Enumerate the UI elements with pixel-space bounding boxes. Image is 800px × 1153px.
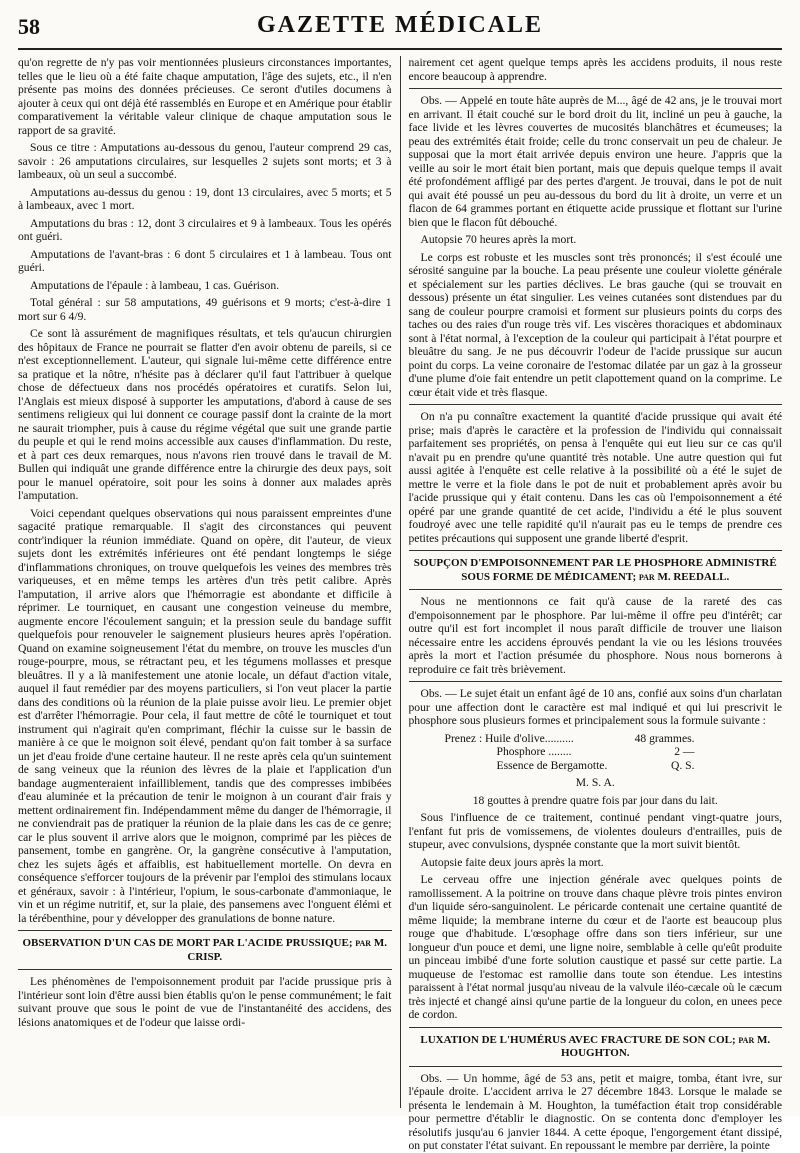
paragraph: Amputations du bras : 12, dont 3 circulaires et 9 à lambeaux. Tous les opérés ont guéri. [18,216,392,243]
section-divider [409,589,783,590]
section-heading: OBSERVATION D'UN CAS DE MORT PAR L'ACIDE PRUSSIQUE; par M. CRISP. [22,937,387,963]
prescription-qty: 48 grammes. [634,731,695,745]
observation-paragraph: Obs. — Le sujet était un enfant âgé de 10 ans, confié aux soins d'un charlatan pour une affection dont le caractère est mal indiqué et qui lui prescrivit le phosphore sous plusieurs formes et principalement sous la formule suivante : [408,687,782,727]
observation-paragraph: Le corps est robuste et les muscles sont très prononcés; il s'est écoulé une sérosité sanguine par la bouche. La peau présente une couleur violette générale et spécialement sur les parties déclives. Le bras gauche (qui se trouvait en dessous) présente un état singulier. Les veines cutanées sont distendues par du sang de couleur pourpre cramoisi et forment sur plusieurs points du corps des taches ou des raies d'un rouge très vif. Les viscères thoraciques et abdominaux sont à l'état normal, à l'exception de la couleur qui participait à l'état pourpre et bleuâtre du sang. Je ne pus découvrir l'odeur de l'acide prussique sur aucun point du corps. La veine coronaire de l'estomac dilatée par un gaz à la grosseur d'une plume d'oie fait entendre un petit clapottement quand on la comprime. Le cœur était vide et très flasque. [408,250,782,399]
section-divider [409,550,783,551]
prescription-line [445,745,695,759]
section-divider [18,969,392,970]
prescription-item: Prenez : Huile d'olive.......... [444,731,574,745]
prescription-line [445,759,695,773]
left-column [18,56,400,1108]
prescription-qty: Q. S. [670,758,695,772]
observation-paragraph: Obs. — Appelé en toute hâte auprès de M..., âgé de 42 ans, je le trouvai mort en arrivant. Il était couché sur le bord droit du lit, incliné un peu à gauche, la face livide et les lèvres couvertes de mucosités blanchâtres et écumeuses; la peau des extrémités était froide; celle du tronc conservait un peu de chaleur. Je supposai que la mort était arrivée depuis environ une heure. J'appris que la veille au soir le mort était bien portant, mais que depuis quelque temps il avait été profondément affligé par des pertes d'argent. Je trouvai, dans le pot de nuit qui avait été poussé un peu au-dessous du bord du lit à droite, un verre et un flacon de 64 grammes portant en étiquette acide prussique et flottant sur l'urine bien que le flacon fût débouché. [408,94,782,229]
prescription-item: Phosphore ........ [496,745,572,758]
paragraph: Sous ce titre : Amputations au-dessous du genou, l'auteur comprend 29 cas, savoir : 26 amputations circulaires, sur lesquelles 2 sujets sont morts; et 3 à lambeaux, où un seul a succombé. [18,141,392,181]
paragraph: Total général : sur 58 amputations, 49 guérisons et 9 morts; c'est-à-dire 1 mort sur 6 4/9. [18,296,392,323]
paragraph: On n'a pu connaître exactement la quantité d'acide prussique qui avait été prise; mais d'après le caractère et la profession de l'individu qui connaissait parfaitement ses propriétés, on pensa à l'enquête qui eut lieu sur ce cas qu'il n'avait pu en prendre qu'une quantité très notable. Une autre question qui fut aussi agitée à l'enquête est celle relative à la possibilité où a été le sujet de mettre le verre et la fiole dans le pot de nuit et probablement après avoir bu l'acide prussique qui y était contenu. Dans les cas où l'empoisonnement a été opéré par une grande quantité de cet acide, l'individu a été le plus souvent foudroyé avec une telle rapidité qu'il n'aurait pas eu le temps de prendre ces petites précautions qui supposent une grande liberté d'esprit. [408,410,782,545]
section-divider [409,1066,783,1067]
prescription-msa: M. S. A. [575,776,615,789]
right-column [400,56,783,1152]
section-divider [409,1027,783,1028]
observation-paragraph: Le cerveau offre une injection générale avec quelques points de ramollissement. A la poitrine on trouve dans chaque plèvre trois pintes environ d'un liquide séro-sanguinolent. Le péricarde contenait une certaine quantité de même liquide; la membrane interne du cœur et de l'aorte est beaucoup plus rouge que d'habitude. L'œsophage offre dans son tiers inférieur, sur une longueur d'un pouce et demi, une ligne noire, semblable à celle qu'eût produite un pinceau imbibé d'une forte solution caustique et passé sur cette partie. La muqueuse de l'estomac est ramollie dans toute son étendue. Les intestins paraissent à l'état normal jusqu'au niveau de la valvule iléo-cæcale où le cæcum très injecté et changé ainsi qu'une partie de la longueur du colon, en unees pece de cordon. [408,873,782,1021]
section-divider [409,404,783,405]
paragraph: Voici cependant quelques observations qui nous paraissent empreintes d'une sagacité pratique remarquable. Il s'agit des circonstances qui peuvent contr'indiquer la réunion immédiate. Quand on opère, dit l'auteur, de vieux sujets dont les extrémités inférieures ont été pendant longtemps le siége d'inflammations chroniques, on trouve quelquefois les veines des membres très variqueuses, et en même temps les artères d'un très petit calibre. Après l'amputation, il arrive alors que l'hémorragie est abondante et difficile à réprimer. Le tourniquet, en causant une congestion veineuse du membre, augmente encore l'écoulement sanguin; et la pression seule du bandage suffit quelquefois pour renouveler le saignement plusieurs heures après l'opération. Quand on examine soigneusement l'état du membre, on trouve les muscles d'un rouge-pourpre, mous, se rétractant peu, et les tégumens mollasses et presque bleuâtres. Il y a là manifestement une atonie locale, un défaut d'action vitale, auquel il faut remédier par des moyens particuliers, si l'on veut placer la partie dans des conditions où la réunion de la plaie puisse avoir lieu. Le premier objet est d'arrêter l'hémorragie. Pour cela, il faut mettre de côté le tourniquet et tout instrument qui n'agirait qu'en comprimant, fléchir la cuisse sur le bassin de manière à ce que le moignon soit élevé, pendant qu'on fait tomber à sa surface un jet d'eau froide d'une certaine hauteur. Il ne reste après cela qu'un suintement de sang veineux que la réunion des lèvres de la plaie et l'application d'un bandage augmenteraient infailliblement, tandis que des compresses imbibées d'eau aluminée et la précaution de tenir le moignon à un courant d'air frais y mettent ordinairement fin. Indépendamment même du danger de l'hémorragie, il ne conviendrait pas de pratiquer la réunion de la plaie dans les cas de ce genre; car le plus souvent il arrive alors que le moignon, comprimé par les pièces de pansement, tombe en gangrène. Or, la gangrène consécutive à l'amputation, chez les sujets âgés et affaiblis, est habituellement mortelle. On devra en conséquence s'efforcer toujours de la prévenir par l'emploi des stimulans locaux et généraux, savoir : à l'intérieur, l'opium, le sous-carbonate d'ammoniaque, le vin et un régime nutritif, et, sur la plaie, des pansemens avec l'onguent élémi et la térébenthine, pour y développer des granulations de bonne nature. [18,506,392,925]
section-divider [18,930,392,931]
observation-paragraph: Sous l'influence de ce traitement, continué pendant vingt-quatre jours, l'enfant fut pris de vomissemens, de violentes douleurs d'entrailles, puis de stupeur, avec convulsions, dyspnée constante que la mort suivit bientôt. [408,811,782,851]
prescription-line [445,732,695,746]
paragraph: Amputations de l'avant-bras : 6 dont 5 circulaires et 1 à lambeau. Tous ont guéri. [18,247,392,274]
prescription [445,732,783,773]
section-divider [409,88,783,89]
paragraph: Amputations de l'épaule : à lambeau, 1 cas. Guérison. [30,278,280,292]
paragraph: nairement cet agent quelque temps après les accidens produits, il nous reste encore beaucoup à apprendre. [408,56,782,83]
autopsy-heading: Autopsie 70 heures après la mort. [420,233,577,246]
prescription-item: Essence de Bergamotte. [496,758,608,772]
text-columns [18,56,782,1152]
paragraph: Les phénomènes de l'empoisonnement produit par l'acide prussique pris à l'intérieur sont loin d'être aussi bien établis qu'on le pense communément; le fait suivant prouve que sous le point de vue de l'instantanéité des accidens, des lésions anatomiques et de l'odeur que laisse ordi- [18,975,392,1029]
paragraph: Ce sont là assurément de magnifiques résultats, et tels qu'aucun chirurgien des hôpitaux de France ne pourrait se flatter d'en avoir obtenu de pareils, si ce n'est exceptionnellement. L'auteur, qui signale lui-même cette différence entre sa pratique et la nôtre, n'hésite pas à déclarer qu'il faut l'attribuer à quelque chose de défectueux dans nos procédés opératoires et curatifs. Selon lui, l'Anglais est mieux disposé à supporter les amputations, d'abord à cause de ses sentimens religieux qui lui donnent ce courage passif dont la crainte de la mort ne saurait triompher, puis à cause du régime végétal que suit une grande partie du peuple et qui le rend moins accessible aux causes d'inflammation. Du reste, et à part ces deux remarques, nous n'avons rien trouvé dans le travail de M. Bullen qui indiquât une grande différence entre la chirurgie des deux pays, soit pour le manuel opératoire, soit pour les soins à donner aux malades après l'amputation. [18,327,392,502]
observation-paragraph: Obs. — Un homme, âgé de 53 ans, petit et maigre, tomba, étant ivre, sur l'épaule droite. L'accident arriva le 27 décembre 1843. Lorsque le malade se présenta le lendemain à M. Houghton, la tuméfaction était trop considérable pour permettre d'établir le diagnostic. On se contenta donc d'employer les résolutifs jusqu'au 6 janvier 1844. A cette époque, l'engorgement étant dissipé, on put constater l'état suivant. En repoussant le membre par derrière, la pointe [408,1071,782,1152]
page-number: 58 [18,14,40,39]
paragraph: Nous ne mentionnons ce fait qu'à cause de la rareté des cas d'empoisonnement par le phosphore. Par lui-même il offre peu d'intérêt; car outre qu'il est fort incomplet il nous paraît difficile de trouver une liaison nécessaire entre les accidens éprouvés pendant la vie ou les lésions trouvées après la mort et l'action présumée du phosphore. Nous nous bornerons à reproduire ce fait très brièvement. [408,595,782,676]
journal-title: GAZETTE MÉDICALE [256,12,544,38]
page-header [18,12,782,50]
section-divider [409,681,783,682]
prescription-qty: 2 — [674,745,695,758]
autopsy-heading: Autopsie faite deux jours après la mort. [420,855,604,869]
prescription-dose: 18 gouttes à prendre quatre fois par jour dans du lait. [472,793,718,807]
paragraph: qu'on regrette de n'y pas voir mentionnées plusieurs circonstances importantes, telles que le lieu où a été faite chaque amputation, l'âge des sujets, etc., il n'en présente pas moins des données précieuses. Ce seront d'utiles documens à ajouter à ceux qui ont déjà été rassemblés en Europe et en Amérique pour établir comparativement la véritable valeur clinique de chaque amputation sous le rapport de sa gravité. [18,56,392,137]
section-heading: SOUPÇON D'EMPOISONNEMENT PAR LE PHOSPHORE ADMINISTRÉ SOUS FORME DE MÉDICAMENT; par M. REEDALL. [413,557,777,583]
paragraph: Amputations au-dessus du genou : 19, dont 13 circulaires, avec 5 morts; et 5 à lambeaux, avec 1 mort. [18,185,392,212]
section-heading: LUXATION DE L'HUMÉRUS AVEC FRACTURE DE SON COL; par M. HOUGHTON. [420,1033,771,1059]
